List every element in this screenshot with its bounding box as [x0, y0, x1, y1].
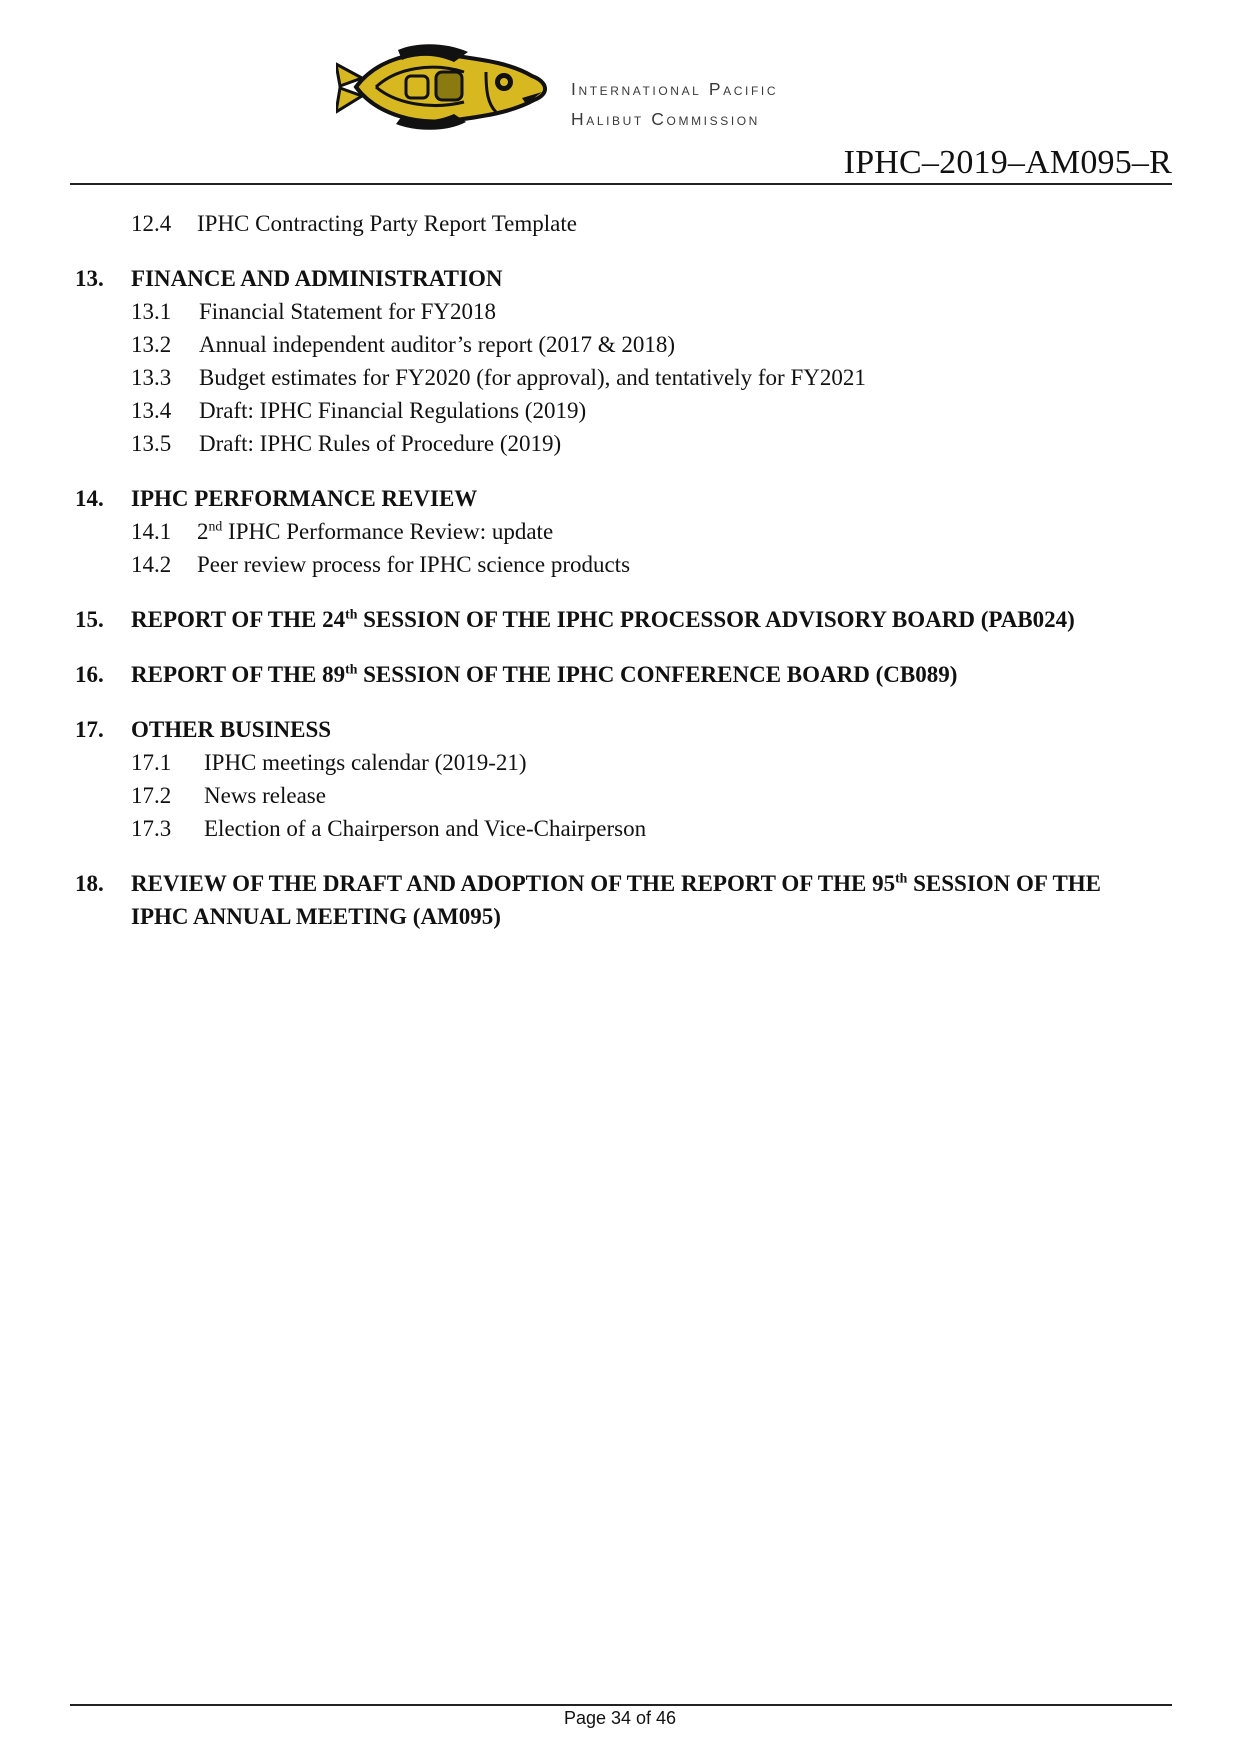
organization-name	[571, 74, 778, 134]
agenda-subitem	[0, 746, 1240, 779]
organization-name-line-1: International Pacific	[571, 79, 779, 99]
subitem-label	[197, 515, 553, 548]
subitem-label: Election of a Chairperson and Vice-Chairperson	[204, 816, 647, 841]
ordinal-suffix: nd	[208, 518, 223, 534]
page-number: Page 34 of 46	[563, 1708, 677, 1728]
agenda-subitem	[0, 361, 1240, 394]
section-title: REPORT OF THE 24th SESSION OF THE IPHC PROCESSOR ADVISORY BOARD (PAB024)	[131, 606, 1075, 632]
agenda-subitem	[0, 394, 1240, 427]
footer-divider	[70, 1704, 1172, 1706]
section-number: 18.	[75, 871, 104, 896]
subitem-label: IPHC meetings calendar (2019-21)	[204, 750, 527, 775]
ordinal-number: 2	[197, 519, 209, 544]
subitem-number: 17.2	[131, 783, 172, 808]
agenda-subitem	[0, 328, 1240, 361]
section-title: REPORT OF THE 89th SESSION OF THE IPHC CONFERENCE BOARD (CB089)	[131, 661, 958, 687]
agenda-subitem	[0, 779, 1240, 812]
agenda-section	[0, 658, 1240, 691]
agenda-section	[0, 713, 1240, 746]
section-number: 17.	[75, 717, 104, 742]
subitem-label: News release	[204, 783, 326, 808]
agenda-subitem	[0, 427, 1240, 460]
agenda-section	[0, 482, 1240, 515]
subitem-number: 13.1	[131, 299, 172, 324]
section-number: 13.	[75, 266, 104, 291]
section-title: FINANCE AND ADMINISTRATION	[131, 266, 503, 291]
agenda-section	[0, 867, 1240, 933]
subitem-number: 17.3	[131, 816, 172, 841]
subitem-number: 12.4	[131, 211, 172, 236]
halibut-logo-icon	[336, 42, 552, 132]
subitem-number: 14.2	[131, 552, 172, 577]
agenda-subitem	[0, 295, 1240, 328]
subitem-number: 17.1	[131, 750, 172, 775]
subitem-number: 14.1	[131, 519, 172, 544]
subitem-label: Draft: IPHC Financial Regulations (2019)	[199, 398, 587, 423]
section-title: OTHER BUSINESS	[131, 717, 332, 742]
subitem-number: 13.2	[131, 332, 172, 357]
section-number: 16.	[75, 662, 104, 687]
section-number: 15.	[75, 607, 104, 632]
subitem-label: Peer review process for IPHC science products	[197, 552, 631, 577]
agenda-section	[0, 603, 1240, 636]
subitem-label-text: IPHC Performance Review: update	[222, 519, 554, 544]
document-id: IPHC–2019–AM095–R	[843, 144, 1172, 181]
section-number: 14.	[75, 486, 104, 511]
agenda-subitem	[0, 515, 1240, 548]
agenda-subitem	[0, 548, 1240, 581]
section-title: IPHC PERFORMANCE REVIEW	[131, 486, 478, 511]
subitem-label: Draft: IPHC Rules of Procedure (2019)	[199, 431, 562, 456]
header-divider	[70, 183, 1172, 185]
agenda-list	[0, 207, 1240, 933]
organization-name-line-2: Halibut Commission	[571, 109, 760, 129]
subitem-label: Annual independent auditor’s report (2017 & 2018)	[199, 332, 676, 357]
subitem-number: 13.4	[131, 398, 172, 423]
section-title: REVIEW OF THE DRAFT AND ADOPTION OF THE REPORT OF THE 95th SESSION OF THE IPHC ANNUAL MEETING (AM095)	[131, 870, 1102, 929]
subitem-label: Budget estimates for FY2020 (for approval), and tentatively for FY2021	[199, 365, 866, 390]
agenda-subitem	[0, 207, 1240, 240]
subitem-number: 13.5	[131, 431, 172, 456]
subitem-label: Financial Statement for FY2018	[199, 299, 497, 324]
agenda-section	[0, 262, 1240, 295]
subitem-label: IPHC Contracting Party Report Template	[197, 211, 577, 236]
agenda-subitem	[0, 812, 1240, 845]
subitem-number: 13.3	[131, 365, 172, 390]
